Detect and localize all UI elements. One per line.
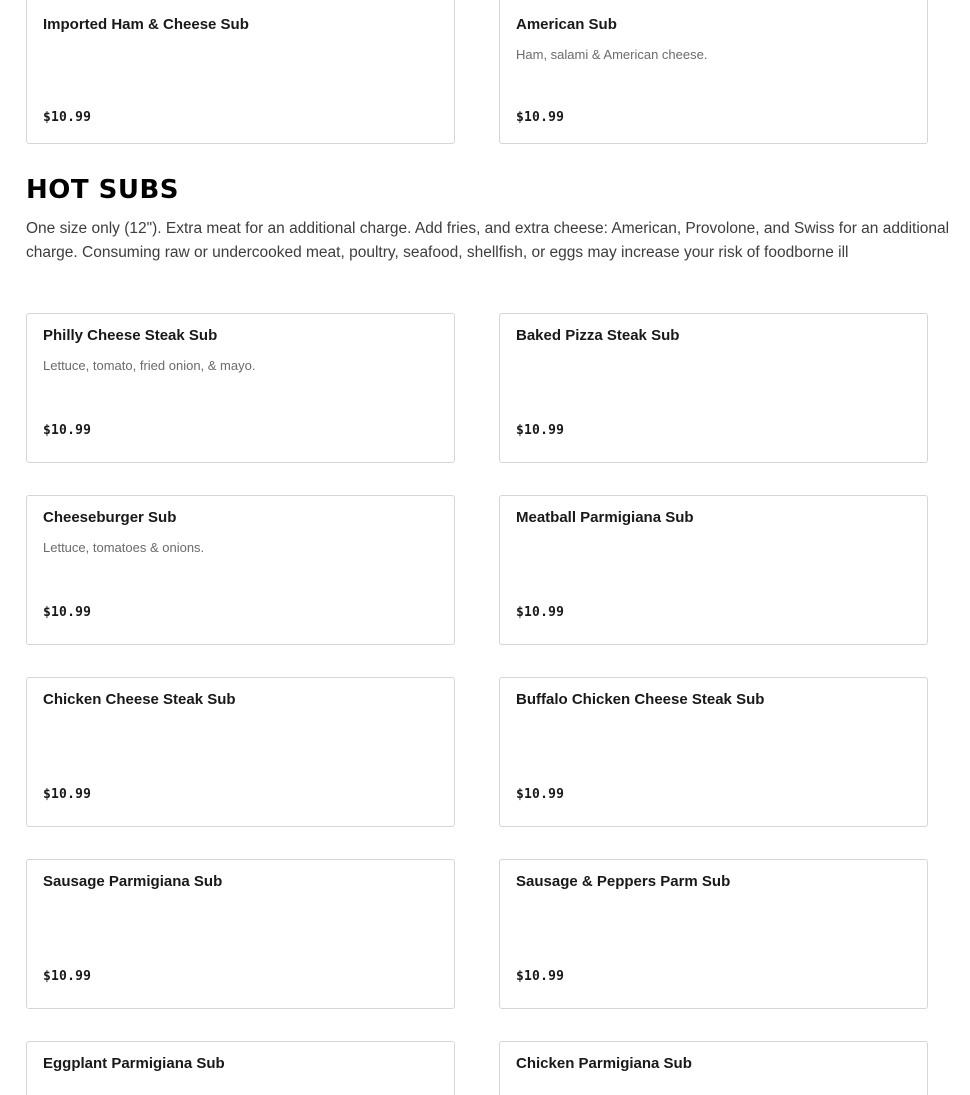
menu-item-card[interactable]: [499, 0, 928, 144]
menu-item-card[interactable]: [499, 495, 928, 645]
menu-item-card[interactable]: [26, 313, 455, 463]
menu-item-name: American Sub: [516, 16, 617, 33]
menu-item-card[interactable]: [26, 859, 455, 1009]
menu-item-name: Cheeseburger Sub: [43, 509, 177, 526]
menu-item-name: Eggplant Parmigiana Sub: [43, 1055, 225, 1072]
menu-item-name: Imported Ham & Cheese Sub: [43, 16, 249, 33]
section-title: HOT SUBS: [26, 175, 180, 205]
section-description: One size only (12"). Extra meat for an additional charge. Add fries, and extra cheese: American, Provolone, and Swiss for an additional charge. Consuming raw or undercooked meat, poultry, seafood, shellfish, or eggs may increase your risk of foodborne ill: [26, 220, 950, 261]
menu-item-name: Meatball Parmigiana Sub: [516, 509, 694, 526]
menu-item-name: Buffalo Chicken Cheese Steak Sub: [516, 691, 765, 708]
menu-item-price: $10.99: [43, 969, 92, 984]
menu-item-name: Chicken Parmigiana Sub: [516, 1055, 692, 1072]
menu-item-price: $10.99: [43, 110, 92, 125]
menu-item-price: $10.99: [516, 110, 565, 125]
menu-item-price: $10.99: [43, 605, 92, 620]
menu-item-name: Baked Pizza Steak Sub: [516, 327, 680, 344]
menu-item-card[interactable]: [499, 859, 928, 1009]
menu-item-name: Sausage & Peppers Parm Sub: [516, 873, 731, 890]
menu-item-price: $10.99: [516, 605, 565, 620]
menu-item-card[interactable]: [499, 313, 928, 463]
menu-item-name: Philly Cheese Steak Sub: [43, 327, 218, 344]
menu-item-description: Lettuce, tomatoes & onions.: [43, 540, 205, 555]
menu-item-name: Chicken Cheese Steak Sub: [43, 691, 236, 708]
menu-item-card[interactable]: [26, 677, 455, 827]
menu-item-name: Sausage Parmigiana Sub: [43, 873, 223, 890]
menu-item-description: Lettuce, tomato, fried onion, & mayo.: [43, 358, 256, 373]
menu-item-description: Ham, salami & American cheese.: [516, 47, 708, 62]
menu-item-card[interactable]: [26, 495, 455, 645]
menu-item-card[interactable]: [499, 1041, 928, 1095]
menu-item-price: $10.99: [516, 787, 565, 802]
menu-item-price: $10.99: [43, 423, 92, 438]
menu-item-card[interactable]: [499, 677, 928, 827]
menu-item-price: $10.99: [516, 969, 565, 984]
menu-item-card[interactable]: [26, 1041, 455, 1095]
menu-item-price: $10.99: [43, 787, 92, 802]
menu-item-price: $10.99: [516, 423, 565, 438]
menu-item-card[interactable]: [26, 0, 455, 144]
